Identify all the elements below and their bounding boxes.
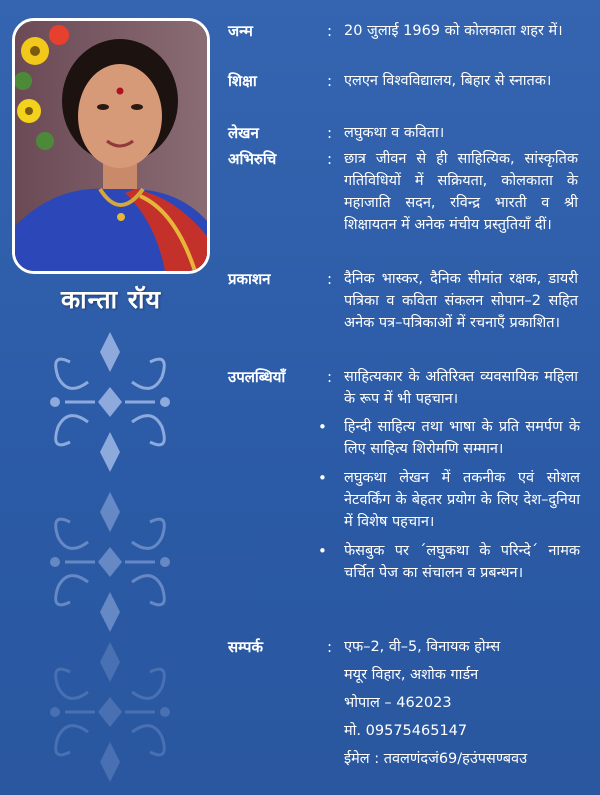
achievement-text: हिन्दी साहित्य तथा भाषा के प्रति समर्पण के लिए साहित्य शिरोमणि सम्मान। [344,419,580,457]
bullet-icon: • [318,418,327,436]
colon: : [327,72,333,90]
colon: : [327,124,333,142]
contact-email: ईमेल : तवलणंदजं69/हउंपसण्बवउ [344,751,528,767]
contact-city: भोपाल – 462023 [344,695,452,711]
person-name: कान्ता रॉय [60,285,161,314]
interest-label: अभिरुचि [228,150,277,168]
achievement-text: फेसबुक पर ´लघुकथा के परिन्दे´ नामक चर्चित पेज का संचालन व प्रबन्धन। [344,543,580,581]
bullet-icon: • [318,542,327,560]
list-item [314,540,580,584]
colon: : [327,22,333,40]
writing-label: लेखन [228,124,259,142]
achievements-value: साहित्यकार के अतिरिक्त व्यवसायिक महिला के रूप में भी पहचान। [344,369,578,407]
contact-address-line-2: मयूर विहार, अशोक गार्डन [344,667,479,683]
contact-address-line-1: एफ–2, वी–5, विनायक होम्स [344,639,501,655]
list-item [314,416,580,460]
writing-value: लघुकथा व कविता। [344,125,445,141]
colon: : [327,368,333,386]
profile-photo [12,18,210,274]
publication-value: दैनिक भास्कर, दैनिक सीमांत रक्षक, डायरी पत्रिका व कविता संकलन सोपान–2 सहित अनेक पत्र–पत्रिकाओं में रचनाएँ प्रकाशित। [344,271,578,331]
bullet-icon: • [318,469,327,487]
floral-ornament-icon [40,322,180,792]
colon: : [327,150,333,168]
colon: : [327,270,333,288]
birth-label: जन्म [228,22,253,40]
achievements-list [314,416,580,591]
education-value: एलएन विश्वविद्यालय, बिहार से स्नातक। [344,73,552,89]
decorative-pattern [40,322,180,792]
publication-label: प्रकाशन [228,270,271,288]
education-label: शिक्षा [228,72,257,90]
birth-value: 20 जुलाई 1969 को कोलकाता शहर में। [344,23,563,39]
achievements-label: उपलब्धियाँ [228,368,286,386]
colon: : [327,638,333,656]
achievement-text: लघुकथा लेखन में तकनीक एवं सोशल नेटवर्किंग के बेहतर प्रयोग के लिए देश–दुनिया में विशेष पहचान। [344,470,580,530]
interest-value: छात्र जीवन से ही साहित्यिक, सांस्कृतिक गतिविधियों में सक्रियता, कोलकाता के महाजाति सदन, रविन्द्र भारती व श्री शिक्षायतन में अनेक मंचीय प्रस्तुतियाँ दीं। [344,151,578,233]
portrait-image [15,21,207,271]
list-item [314,467,580,533]
contact-label: सम्पर्क [228,638,263,656]
contact-phone: मो. 09575465147 [344,723,468,739]
